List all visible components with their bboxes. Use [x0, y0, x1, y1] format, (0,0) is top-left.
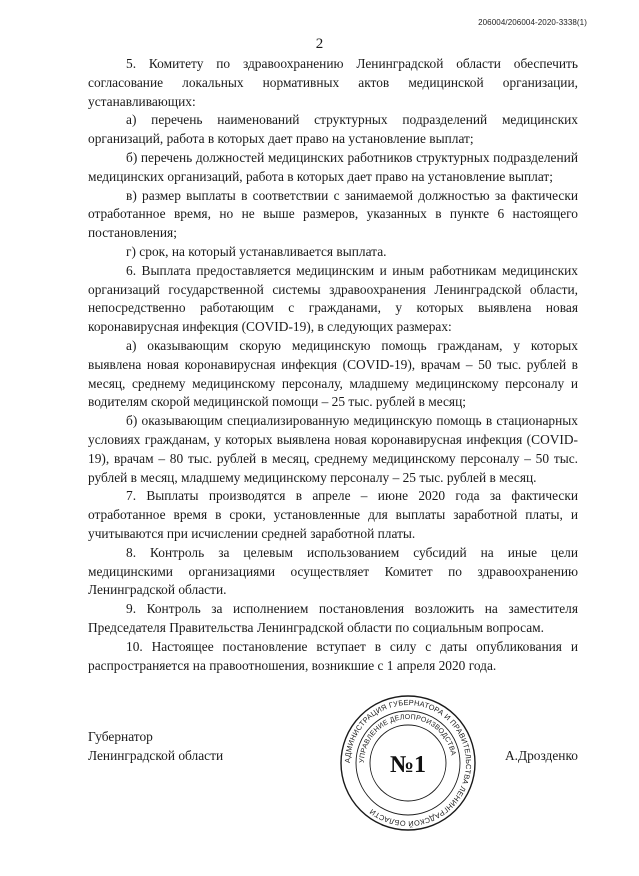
stamp-outer-text: АДМИНИСТРАЦИЯ ГУБЕРНАТОРА И ПРАВИТЕЛЬСТВА ЛЕНИНГРАДСКОЙ ОБЛАСТИ	[342, 697, 474, 829]
document-id: 206004/206004-2020-3338(1)	[478, 18, 587, 27]
paragraph-8: 8. Контроль за целевым использованием субсидий на иные цели медицинскими организациями осуществляет Комитет по здравоохранению Ленинградской области.	[88, 544, 578, 598]
official-stamp	[338, 693, 478, 833]
page-number: 2	[315, 36, 324, 52]
signatory-title-line1: Губернатор	[88, 729, 153, 744]
signatory-title-line2: Ленинградской области	[88, 747, 224, 763]
paragraph-5b: б) перечень должностей медицинских работников структурных подразделений медицинских организаций, работа в которых дает право на установление выплат;	[88, 149, 578, 184]
paragraph-6: 6. Выплата предоставляется медицинским и иным работникам медицинских организаций государственной системы здравоохранения Ленинградской области, непосредственно работающим с гражданами, у которых выявлена новая коронавирусная инфекция (COVID-19), в следующих размерах:	[88, 262, 578, 335]
signatory-name: А.Дрозденко	[504, 747, 578, 763]
signatory-title	[88, 728, 223, 766]
signature-block	[88, 728, 578, 788]
document-body	[88, 55, 578, 675]
stamp-number: №1	[389, 752, 427, 778]
stamp-inner-text: УПРАВЛЕНИЕ ДЕЛОПРОИЗВОДСТВА	[358, 713, 457, 764]
paragraph-9: 9. Контроль за исполнением постановления возложить на заместителя Председателя Правительства Ленинградской области по социальным вопросам.	[88, 601, 578, 635]
paragraph-5: 5. Комитету по здравоохранению Ленинградской области обеспечить согласование локальных нормативных актов медицинской организации, устанавливающих:	[88, 56, 578, 109]
paragraph-5d: г) срок, на который устанавливается выплата.	[126, 243, 387, 259]
paragraph-5a: а) перечень наименований структурных подразделений медицинских организаций, работа в которых дает право на установление выплат;	[88, 112, 578, 147]
paragraph-7: 7. Выплаты производятся в апреле – июне 2020 года за фактически отработанное время в сроки, установленные для выплаты заработной платы, и учитываются при исчислении средней заработной платы.	[88, 488, 578, 541]
paragraph-10: 10. Настоящее постановление вступает в силу с даты опубликования и распространяется на правоотношения, возникшие с 1 апреля 2020 года.	[88, 638, 578, 673]
paragraph-5c: в) размер выплаты в соответствии с занимаемой должностью за фактически отработанное время, но не выше размеров, указанных в пункте 6 настоящего постановления;	[88, 187, 578, 241]
paragraph-6b: б) оказывающим специализированную медицинскую помощь в стационарных условиях гражданам, у которых выявлена новая коронавирусная инфекция (COVID-19), врачам – 80 тыс. рублей в месяц, среднему медицинскому персоналу – 50 тыс. рублей в месяц, младшему медицинскому персоналу – 25 тыс. рублей в месяц.	[88, 413, 578, 485]
paragraph-6a: а) оказывающим скорую медицинскую помощь гражданам, у которых выявлена новая коронавирусная инфекция (COVID-19), врачам – 50 тыс. рублей в месяц, среднему медицинскому персоналу, младшему медицинскому персоналу и водителям скорой медицинской помощи – 25 тыс. рублей в месяц;	[88, 337, 578, 410]
